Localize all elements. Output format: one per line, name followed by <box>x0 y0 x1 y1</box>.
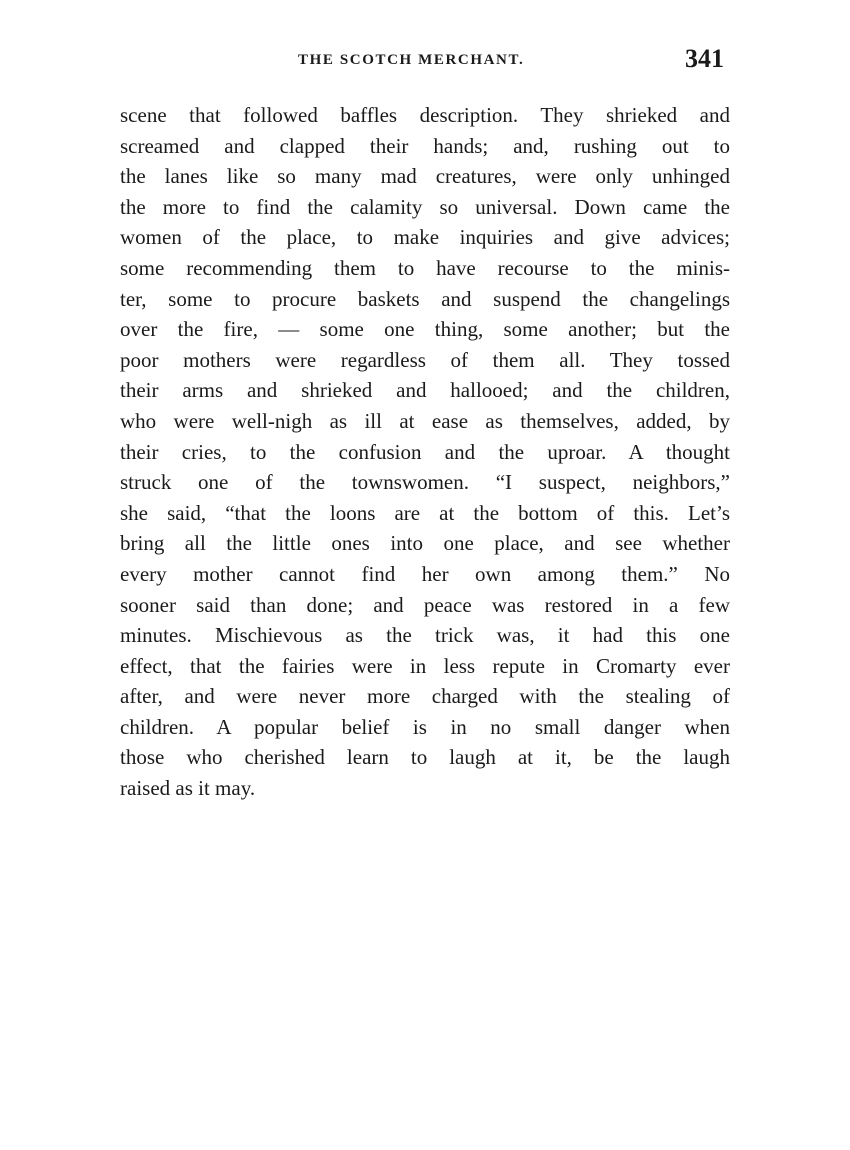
text-line: children. A popular belief is in no small danger when <box>120 714 730 739</box>
text-line: some recommending them to have recourse to the minis- <box>120 255 730 280</box>
text-line: every mother cannot find her own among them.” No <box>120 561 730 586</box>
text-line: their arms and shrieked and hallooed; and the children, <box>120 378 730 403</box>
text-line: bring all the little ones into one place, and see whether <box>120 531 730 556</box>
text-line: minutes. Mischievous as the trick was, it had this one <box>120 623 730 648</box>
page-number: 341 <box>685 44 724 73</box>
text-line: effect, that the fairies were in less repute in Cromarty ever <box>120 653 730 678</box>
text-line: who were well-nigh as ill at ease as themselves, added, by <box>120 408 730 433</box>
text-line: after, and were never more charged with the stealing of <box>120 684 730 709</box>
text-line: she said, “that the loons are at the bottom of this. Let’s <box>120 500 730 525</box>
text-line: poor mothers were regardless of them all. They tossed <box>120 347 730 372</box>
text-line: screamed and clapped their hands; and, rushing out to <box>120 133 730 158</box>
text-line: ter, some to procure baskets and suspend the changelings <box>120 286 730 311</box>
text-line: struck one of the townswomen. “I suspect, neighbors,” <box>120 470 730 495</box>
text-line: sooner said than done; and peace was restored in a few <box>120 592 730 617</box>
text-line: women of the place, to make inquiries and give advices; <box>120 225 730 250</box>
text-line: those who cherished learn to laugh at it, be the laugh <box>120 745 730 770</box>
body-text <box>120 100 730 804</box>
running-head <box>118 44 728 84</box>
text-line: the more to find the calamity so universal. Down came the <box>120 194 730 219</box>
text-line: their cries, to the confusion and the uproar. A thought <box>120 439 730 464</box>
running-title: THE SCOTCH MERCHANT. <box>298 52 525 68</box>
text-line: the lanes like so many mad creatures, were only unhinged <box>120 164 730 189</box>
text-line-last: raised as it may. <box>120 776 256 801</box>
text-line: over the fire, — some one thing, some another; but the <box>120 317 730 342</box>
text-line: scene that followed baffles description. They shrieked and <box>120 103 730 127</box>
